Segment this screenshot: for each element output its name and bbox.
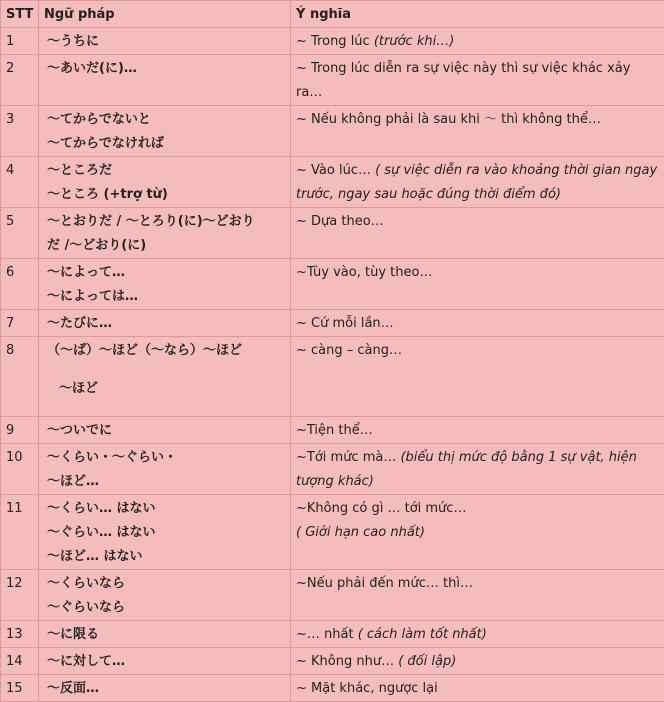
meaning-text: ~ Trong lúc — [296, 34, 374, 49]
meaning-text: ~ Mặt khác, ngược lại — [296, 681, 438, 696]
grammar-cell — [39, 28, 291, 55]
grammar-cell — [39, 157, 291, 208]
table-row — [1, 55, 664, 106]
table-row — [1, 106, 664, 157]
grammar-pattern: ～に限る — [47, 623, 285, 647]
grammar-cell — [39, 55, 291, 106]
table-row — [1, 259, 664, 310]
header-meaning: Ý nghĩa — [291, 1, 664, 28]
grammar-pattern: ～あいだ(に)… — [47, 57, 285, 81]
meaning-text: ~ Cứ mỗi lần… — [296, 316, 394, 331]
header-stt: STT — [1, 1, 39, 28]
row-number: 1 — [1, 28, 39, 55]
meaning-text: ~Tùy vào, tùy theo… — [296, 265, 432, 280]
grammar-pattern: ～たびに… — [47, 312, 285, 336]
grammar-cell — [39, 337, 291, 417]
meaning-cell — [291, 417, 664, 444]
grammar-cell — [39, 648, 291, 675]
table-row — [1, 310, 664, 337]
grammar-cell — [39, 208, 291, 259]
grammar-pattern: だ /～どおり(に) — [47, 234, 285, 258]
grammar-pattern: ～てからでないと — [47, 108, 285, 132]
grammar-cell — [39, 259, 291, 310]
meaning-note: (biểu thị mức độ bằng 1 sự vật, hiện tượng khác) — [296, 450, 637, 489]
meaning-text: ~ Dựa theo… — [296, 214, 384, 229]
row-number: 12 — [1, 570, 39, 621]
row-number: 8 — [1, 337, 39, 417]
grammar-pattern: ～ぐらいなら — [47, 596, 285, 620]
row-number: 6 — [1, 259, 39, 310]
table-row — [1, 157, 664, 208]
table-row — [1, 648, 664, 675]
grammar-cell — [39, 106, 291, 157]
grammar-pattern: ～とおりだ / ～とろり(に)～どおり — [47, 210, 285, 234]
meaning-text: ~… nhất — [296, 627, 358, 642]
grammar-cell — [39, 495, 291, 570]
row-number: 10 — [1, 444, 39, 495]
meaning-text: ~ Nếu không phải là sau khi ～ thì không thể… — [296, 112, 601, 127]
grammar-pattern: ～によっては… — [47, 285, 285, 309]
meaning-cell — [291, 310, 664, 337]
meaning-cell — [291, 28, 664, 55]
grammar-cell — [39, 417, 291, 444]
meaning-cell — [291, 208, 664, 259]
row-number: 9 — [1, 417, 39, 444]
grammar-pattern: ～ぐらい… はない — [47, 521, 285, 545]
row-number: 14 — [1, 648, 39, 675]
meaning-text: ~ càng – càng… — [296, 343, 402, 358]
grammar-pattern: ～うちに — [47, 30, 285, 54]
meaning-text: ~ Không như… — [296, 654, 398, 669]
table-row — [1, 495, 664, 570]
grammar-pattern: ～くらい・～ぐらい・ — [47, 446, 285, 470]
meaning-cell — [291, 675, 664, 702]
meaning-text: ~Tới mức mà… — [296, 450, 400, 465]
meaning-cell — [291, 337, 664, 417]
meaning-cell — [291, 259, 664, 310]
meaning-cell — [291, 444, 664, 495]
grammar-pattern: ～ところ (+trợ từ) — [47, 183, 285, 207]
grammar-pattern: ～ついでに — [47, 419, 285, 443]
grammar-pattern: （～ば）～ほど（～なら）～ほど — [47, 339, 285, 363]
meaning-cell — [291, 648, 664, 675]
table-row — [1, 417, 664, 444]
grammar-pattern: ～ほど… はない — [47, 545, 285, 569]
grammar-cell — [39, 621, 291, 648]
meaning-text: ~Tiện thể… — [296, 423, 373, 438]
meaning-note: ( Giới hạn cao nhất) — [296, 521, 659, 545]
grammar-pattern: ～反面… — [47, 677, 285, 701]
table-row — [1, 208, 664, 259]
table-row — [1, 444, 664, 495]
meaning-note: (trước khi…) — [374, 34, 454, 49]
row-number: 5 — [1, 208, 39, 259]
table-row — [1, 28, 664, 55]
meaning-text: ~Nếu phải đến mức… thì… — [296, 576, 473, 591]
grammar-pattern: ～によって… — [47, 261, 285, 285]
row-number: 3 — [1, 106, 39, 157]
table-row — [1, 570, 664, 621]
row-number: 13 — [1, 621, 39, 648]
meaning-text: ~ Trong lúc diễn ra sự việc này thì sự việc khác xảy ra… — [296, 61, 630, 100]
grammar-pattern: ～に対して… — [47, 650, 285, 674]
meaning-note: ( sự việc diễn ra vào khoảng thời gian ngay trước, ngay sau hoặc đúng thời điểm đó) — [296, 163, 657, 202]
meaning-cell — [291, 621, 664, 648]
table-row — [1, 675, 664, 702]
row-number: 7 — [1, 310, 39, 337]
grammar-pattern: ～くらい… はない — [47, 497, 285, 521]
grammar-cell — [39, 444, 291, 495]
meaning-cell — [291, 495, 664, 570]
grammar-cell — [39, 570, 291, 621]
table-row — [1, 621, 664, 648]
table-row — [1, 337, 664, 417]
row-number: 15 — [1, 675, 39, 702]
grammar-cell — [39, 310, 291, 337]
row-number: 2 — [1, 55, 39, 106]
meaning-cell — [291, 570, 664, 621]
grammar-pattern: ～てからでなければ — [47, 132, 285, 156]
meaning-cell — [291, 106, 664, 157]
meaning-cell — [291, 157, 664, 208]
meaning-note: ( đối lập) — [398, 654, 456, 669]
header-grammar: Ngữ pháp — [39, 1, 291, 28]
grammar-pattern: ～ほど… — [47, 470, 285, 494]
grammar-pattern: ～くらいなら — [47, 572, 285, 596]
meaning-text: ~ Vào lúc… — [296, 163, 375, 178]
meaning-note: ( cách làm tốt nhất) — [358, 627, 487, 642]
header-row — [1, 1, 664, 28]
grammar-pattern: ～ほど — [47, 377, 285, 401]
grammar-cell — [39, 675, 291, 702]
row-number: 11 — [1, 495, 39, 570]
row-number: 4 — [1, 157, 39, 208]
grammar-pattern: ～ところだ — [47, 159, 285, 183]
meaning-cell — [291, 55, 664, 106]
meaning-text: ~Không có gì … tới mức… — [296, 497, 659, 521]
